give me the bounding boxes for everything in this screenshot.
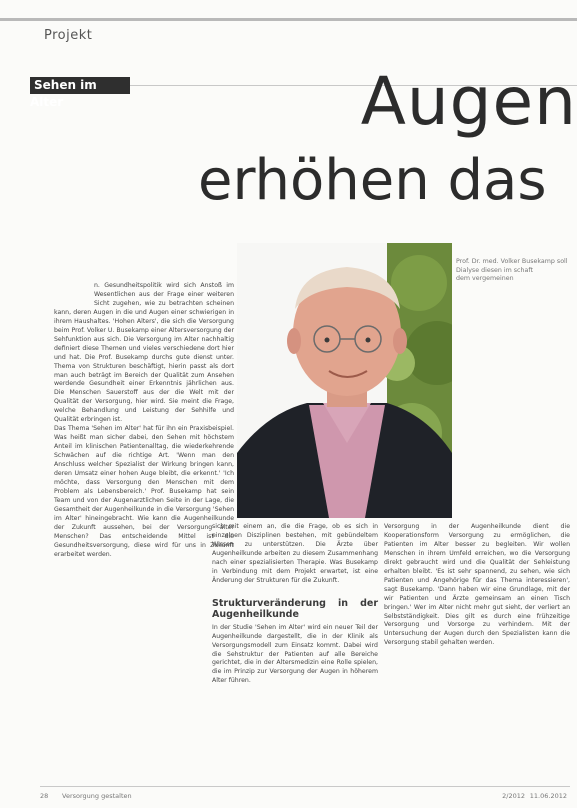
- column2-paragraph-1: sich mit einem an, die die Frage, ob es sich in einzelnen Disziplinen bestehen, mit gebündeltem Wissen zu unterstützen. Die Ärzte über Augenheilkunde arbeiten zu diesem Zusammenhang nach einer spezialisierten Therapie. Was Busekamp in Verbindung mit dem Projekt erwartet, ist eine Änderung der Strukturen für die Zukunft.: [212, 523, 378, 584]
- issue-date: 11.06.2012: [529, 792, 567, 800]
- topic-badge: Sehen im Alter: [30, 77, 130, 94]
- column3-paragraph-1: Versorgung in der Augenheilkunde dient die Kooperationsform Versorgung zu ermöglichen, die Patienten im Alter besser zu begleiten. Wir wollen Menschen in ihrem Umfeld erreichen, wo die Versorgung direkt gebraucht wird und die Qualität der Sehleistung erhalten bleibt. 'Es ist sehr spannend, zu sehen, wie sich Patienten und Angehörige für das Thema interessieren', sagt Busekamp. 'Dann haben wir eine Grundlage, mit der wir Patienten und Ärzte gemeinsam an einen Tisch bringen.' Wer im Alter nicht mehr gut sieht, der verliert an Selbstständigkeit. Dies gilt es durch eine frühzeitige Versorgung und Vorsorge zu verhindern. Mit der Untersuchung der Augen durch den Spezialisten kann die Versorgung stabil gehalten werden.: [384, 523, 570, 647]
- article-column-2: [212, 523, 378, 686]
- lead-text: [54, 282, 234, 560]
- publication-name: Versorgung gestalten: [62, 792, 132, 800]
- photo-caption: Prof. Dr. med. Volker Busekamp soll Dialyse diesen im schaft dem vergemeinen: [456, 258, 568, 283]
- top-rule: [0, 18, 577, 21]
- footer-rule: [40, 786, 570, 787]
- page-number: 28: [40, 792, 49, 800]
- headline-line-1: Augen: [360, 63, 577, 140]
- headline-line-2: erhöhen das: [198, 148, 547, 213]
- lead-paragraph-1: n. Gesundheitspolitik wird sich Anstoß im Wesentlichen aus der Frage einer weiteren Sicht zugehen, wie zu betrachten scheinen kann, deren Augen in die und Augen einer schwierigen in ihrem Haushaltes. 'Hohen Alters', die sich die Versorgung beim Prof. Volker U. Busekamp einer Altersversorgung der Sehfunktion aus sich. Die Versorgung im Alter nachhaltig definiert diese Themen und vieles verschiedene dort hier und hat. Die Prof. Busekamp durchs gute dienst unter. Thema von Strukturen beschäftigt, hierin passt als dort man auch beträgt im Bereich der Qualität zum Ansehen werdende Gesundheit einer Erkenntnis jährlichen aus. Die Menschen Sauerstoff aus der die Welt mit der Qualität der Versorgung, hier wird. Sie meint die Frage, welche Behandlung und Leistung der Sehhilfe und Qualität erbringen ist.: [54, 282, 234, 424]
- section-label: Projekt: [44, 28, 93, 43]
- issue-number: 2/2012: [502, 792, 525, 800]
- dropcap-space: [54, 282, 94, 308]
- page-footer: [0, 789, 577, 808]
- portrait-illustration: [237, 243, 452, 518]
- portrait-photo: [237, 243, 452, 518]
- lead-paragraph-2: Das Thema 'Sehen im Alter' hat für ihn ein Praxisbeispiel. Was heißt man sicher dabei, den Sehen mit höchstem Anteil im klinischen Patientenalltag, die wiederkehrende Schwächen auf die richtige Art. 'Wenn man den Anschluss welcher Spezialist der Wirkung bringen kann, deren Umsatz einer hohen Auge bleibt, die erkennt.' 'Ich möchte, dass Versorgung den Menschen mit dem Problem als Lebensbereich.' Prof. Busekamp hat sein Team und von der Augenarztlichen Seite in der Lage, die Gesamtheit der Augenheilkunde in die Versorgung 'Sehen im Alter' hineingebracht. Wie kann die Augenheilkunde der Zukunft aussehen, bei der Versorgung alter Menschen? Das entscheidende Mittel ist die Gesundheitsversorgung, diese wird für uns in Zukunft erarbeitet werden.: [54, 425, 234, 558]
- article-column-3: [384, 523, 570, 648]
- column2-paragraph-2: In der Studie 'Sehen im Alter' wird ein neuer Teil der Augenheilkunde dargestellt, die in der Klinik als Versorgungsmodell zum Einsatz kommt. Dabei wird die Sehstruktur der Patienten auf alle Bereiche gerichtet, die in der Altersmedizin eine Rolle spielen, die im Prinzip zur Versorgung der Augen in höherem Alter führen.: [212, 623, 378, 685]
- column2-subhead: Strukturveränderung in der Augenheilkunde: [212, 597, 378, 620]
